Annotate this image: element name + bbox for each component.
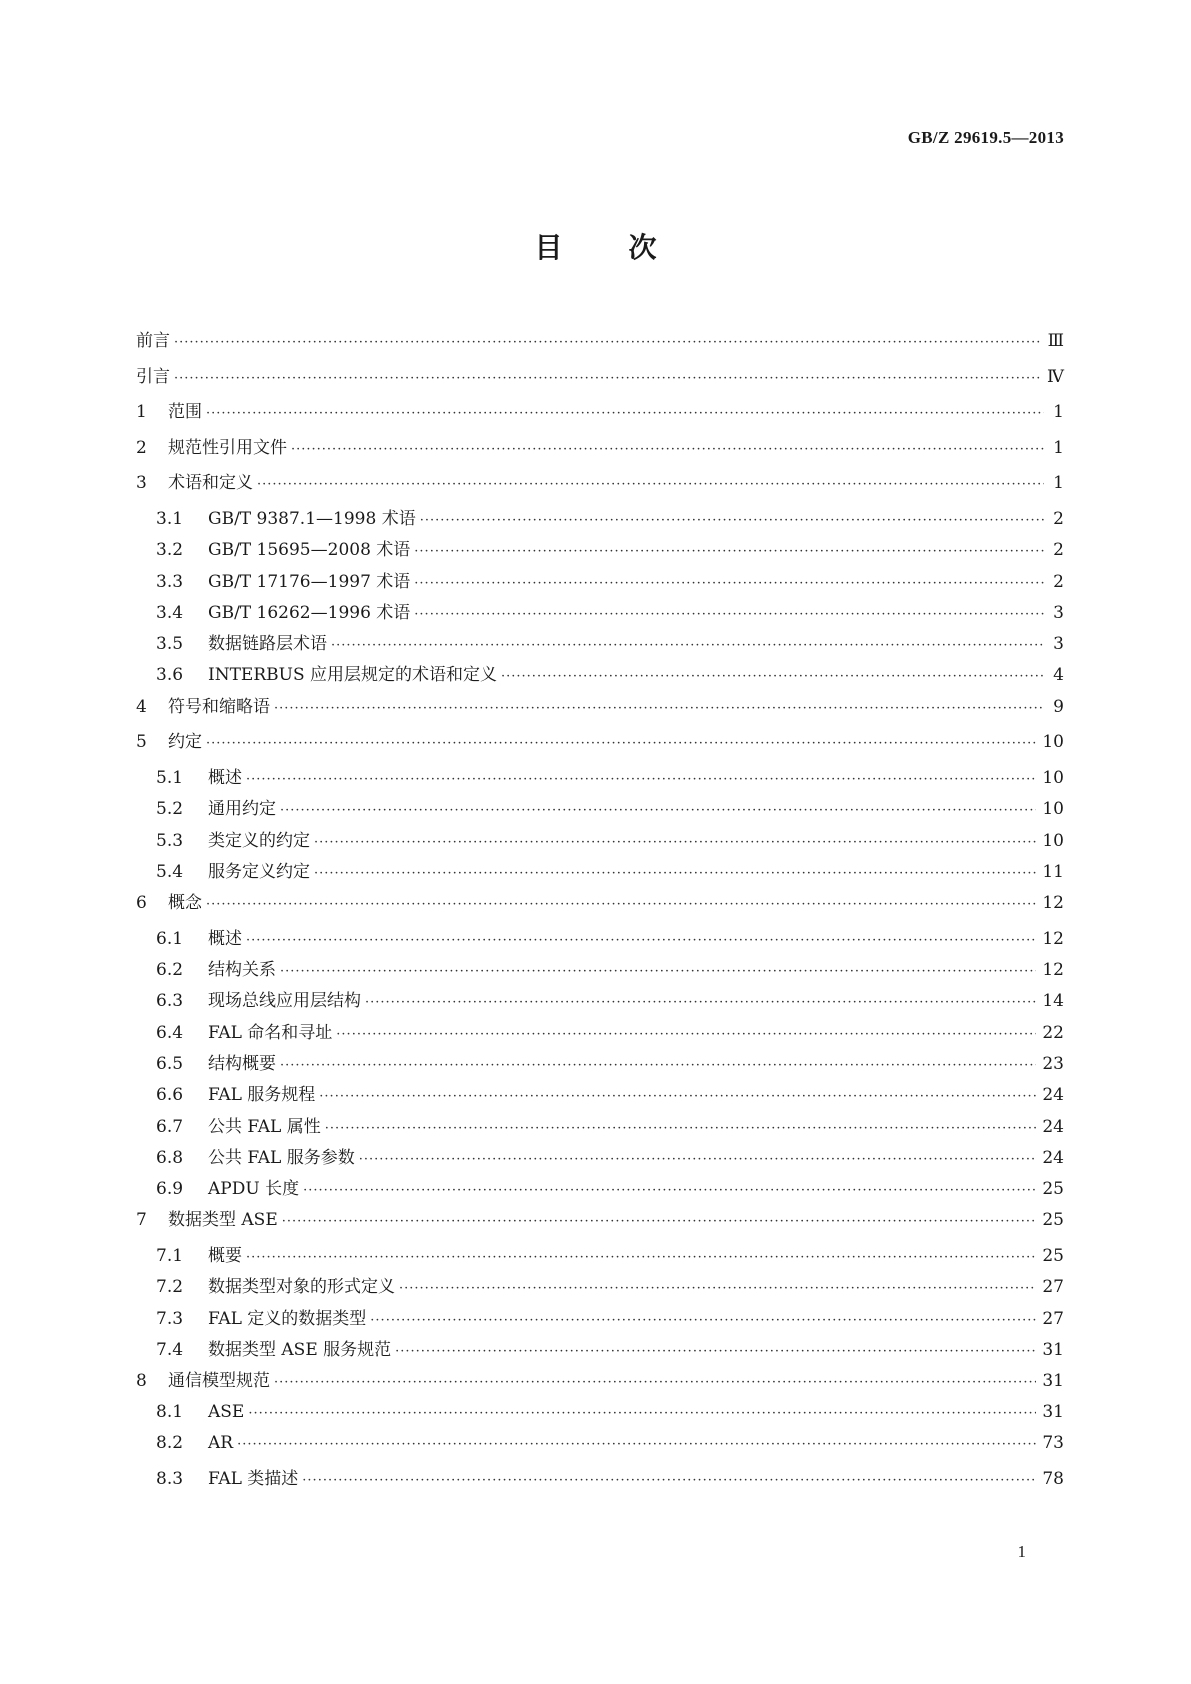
toc-entry-page: 24 — [1042, 1147, 1064, 1168]
toc-entry-label: FAL 命名和寻址 — [208, 1022, 333, 1043]
toc-entry[interactable] — [136, 924, 1064, 955]
toc-leader-dots — [246, 1250, 1036, 1265]
toc-entry-page: 78 — [1042, 1469, 1064, 1490]
toc-leader-dots — [274, 1375, 1036, 1390]
toc-entry-page: 10 — [1042, 732, 1064, 753]
toc-entry[interactable] — [136, 1272, 1064, 1303]
toc-entry-page: 2 — [1053, 571, 1064, 592]
toc-leader-dots — [257, 477, 1044, 492]
toc-leader-dots — [174, 371, 1041, 386]
toc-leader-dots — [314, 866, 1036, 881]
toc-entry-number: 5.1 — [156, 767, 184, 788]
toc-leader-dots — [319, 1089, 1036, 1104]
toc-leader-dots — [246, 933, 1036, 948]
toc-entry-page: 3 — [1053, 602, 1064, 623]
toc-entry-label: 符号和缩略语 — [168, 696, 270, 717]
toc-entry-number: 7.4 — [156, 1339, 184, 1360]
toc-entry-label: ASE — [208, 1401, 245, 1422]
toc-leader-dots — [420, 513, 1044, 528]
toc-entry-page: 4 — [1053, 665, 1064, 686]
toc-entry[interactable] — [136, 1205, 1064, 1241]
toc-leader-dots — [246, 772, 1036, 787]
toc-leader-dots — [174, 335, 1042, 350]
toc-leader-dots — [206, 406, 1044, 421]
toc-entry-page: 31 — [1042, 1339, 1064, 1360]
page-title — [0, 226, 1191, 266]
toc-entry[interactable] — [136, 1018, 1064, 1049]
toc-leader-dots — [399, 1281, 1036, 1296]
toc-leader-dots — [282, 1214, 1037, 1229]
toc-entry-number: 3.6 — [156, 665, 184, 686]
toc-entry-page: 25 — [1042, 1245, 1064, 1266]
toc-entry-number: 2 — [136, 437, 147, 458]
toc-entry-page: 2 — [1053, 508, 1064, 529]
toc-entry-number: 3.2 — [156, 540, 184, 561]
toc-entry[interactable] — [136, 1080, 1064, 1111]
toc-entry-label: 通用约定 — [208, 799, 276, 820]
toc-entry-number: 8.3 — [156, 1469, 184, 1490]
toc-entry[interactable] — [136, 986, 1064, 1017]
toc-leader-dots — [414, 607, 1044, 622]
toc-entry-label: GB/T 16262—1996 术语 — [208, 602, 411, 623]
toc-leader-dots — [331, 638, 1044, 653]
toc-entry[interactable] — [136, 660, 1064, 691]
toc-entry-number: 8.2 — [156, 1433, 184, 1454]
toc-leader-dots — [248, 1406, 1036, 1421]
toc-entry-label: GB/T 15695—2008 术语 — [208, 540, 411, 561]
toc-entry-label: 术语和定义 — [168, 473, 253, 494]
toc-leader-dots — [303, 1183, 1036, 1198]
toc-entry-label: FAL 服务规程 — [208, 1085, 316, 1106]
toc-entry-page: 23 — [1042, 1053, 1064, 1074]
toc-entry-page: 25 — [1042, 1210, 1064, 1231]
toc-entry-page: 27 — [1042, 1277, 1064, 1298]
toc-entry[interactable] — [136, 727, 1064, 763]
toc-entry[interactable] — [136, 1143, 1064, 1174]
toc-entry-label: 概念 — [168, 893, 202, 914]
toc-entry-page: 11 — [1042, 861, 1064, 882]
toc-entry[interactable] — [136, 598, 1064, 629]
toc-entry-number: 3.5 — [156, 634, 184, 655]
toc-entry-page: 1 — [1053, 473, 1064, 494]
table-of-contents — [136, 326, 1064, 1496]
toc-entry-number: 3.4 — [156, 602, 184, 623]
toc-entry-number: 5 — [136, 732, 147, 753]
toc-entry-number: 8 — [136, 1371, 147, 1392]
toc-entry-number: 1 — [136, 402, 147, 423]
toc-entry-label: 通信模型规范 — [168, 1371, 270, 1392]
toc-entry[interactable] — [136, 1241, 1064, 1272]
toc-entry[interactable] — [136, 955, 1064, 986]
toc-entry-page: 10 — [1042, 830, 1064, 851]
toc-entry-label: 概要 — [208, 1245, 242, 1266]
toc-entry[interactable] — [136, 826, 1064, 857]
toc-leader-dots — [314, 835, 1036, 850]
toc-entry-page: Ⅳ — [1047, 366, 1064, 387]
toc-entry-number: 6.5 — [156, 1053, 184, 1074]
toc-leader-dots — [370, 1313, 1036, 1328]
toc-entry[interactable] — [136, 433, 1064, 469]
toc-leader-dots — [302, 1473, 1036, 1488]
toc-entry[interactable] — [136, 362, 1064, 398]
toc-entry-label: 概述 — [208, 767, 242, 788]
toc-entry-number: 6.4 — [156, 1022, 184, 1043]
toc-entry[interactable] — [136, 794, 1064, 825]
toc-leader-dots — [237, 1437, 1036, 1452]
toc-entry[interactable] — [136, 629, 1064, 660]
toc-entry-number: 8.1 — [156, 1401, 184, 1422]
toc-entry-label: 范围 — [168, 402, 202, 423]
toc-entry-page: 10 — [1042, 767, 1064, 788]
toc-entry-number: 6.9 — [156, 1179, 184, 1200]
toc-entry-page: 1 — [1053, 437, 1064, 458]
toc-entry-page: 2 — [1053, 540, 1064, 561]
toc-entry-label: 结构概要 — [208, 1053, 276, 1074]
toc-entry[interactable] — [136, 326, 1064, 362]
toc-entry-label: 数据类型 ASE — [168, 1210, 278, 1231]
toc-leader-dots — [395, 1344, 1036, 1359]
toc-entry[interactable] — [136, 397, 1064, 433]
toc-entry-number: 6 — [136, 893, 147, 914]
toc-entry-label: 约定 — [168, 732, 202, 753]
toc-leader-dots — [280, 803, 1036, 818]
toc-leader-dots — [414, 576, 1044, 591]
toc-entry-page: 22 — [1042, 1022, 1064, 1043]
toc-entry-label: GB/T 17176—1997 术语 — [208, 571, 411, 592]
toc-entry-number: 3.1 — [156, 508, 184, 529]
toc-entry[interactable] — [136, 763, 1064, 794]
toc-entry-number: 7.1 — [156, 1245, 184, 1266]
toc-entry-page: 9 — [1053, 696, 1064, 717]
toc-entry-label: 前言 — [136, 331, 170, 351]
toc-entry-label: GB/T 9387.1—1998 术语 — [208, 508, 416, 529]
toc-entry[interactable] — [136, 1464, 1064, 1495]
toc-entry-page: 27 — [1042, 1308, 1064, 1329]
toc-entry-number: 5.4 — [156, 861, 184, 882]
toc-entry-label: AR — [208, 1433, 234, 1454]
toc-leader-dots — [280, 1058, 1036, 1073]
toc-entry-label: APDU 长度 — [208, 1179, 300, 1200]
toc-entry-label: 现场总线应用层结构 — [208, 991, 361, 1012]
toc-entry[interactable] — [136, 1304, 1064, 1335]
toc-entry-number: 6.8 — [156, 1147, 184, 1168]
toc-entry-page: Ⅲ — [1047, 331, 1064, 351]
toc-entry-label: 结构关系 — [208, 960, 276, 981]
toc-entry-label: 类定义的约定 — [208, 830, 310, 851]
page-number: 1 — [1017, 1542, 1026, 1561]
toc-entry-number: 6.6 — [156, 1085, 184, 1106]
toc-entry[interactable] — [136, 857, 1064, 888]
toc-entry-number: 6.2 — [156, 960, 184, 981]
toc-entry-page: 31 — [1042, 1371, 1064, 1392]
toc-entry-label: 数据链路层术语 — [208, 634, 327, 655]
toc-entry[interactable] — [136, 1335, 1064, 1366]
toc-entry-page: 31 — [1042, 1401, 1064, 1422]
toc-leader-dots — [325, 1121, 1037, 1136]
toc-leader-dots — [501, 669, 1044, 684]
toc-entry-label: 公共 FAL 属性 — [208, 1116, 321, 1137]
toc-leader-dots — [274, 701, 1044, 716]
toc-entry-page: 3 — [1053, 634, 1064, 655]
toc-entry-label: 服务定义约定 — [208, 861, 310, 882]
toc-entry-page: 12 — [1042, 893, 1064, 914]
toc-entry[interactable] — [136, 888, 1064, 924]
toc-entry-page: 1 — [1053, 402, 1064, 423]
toc-entry-label: 数据类型对象的形式定义 — [208, 1277, 395, 1298]
toc-entry-label: 公共 FAL 服务参数 — [208, 1147, 355, 1168]
toc-leader-dots — [280, 964, 1036, 979]
toc-entry-page: 73 — [1042, 1433, 1064, 1454]
toc-entry-label: 引言 — [136, 366, 170, 387]
toc-leader-dots — [206, 897, 1036, 912]
toc-leader-dots — [414, 544, 1044, 559]
toc-entry-number: 7.2 — [156, 1277, 184, 1298]
standard-code: GB/Z 29619.5—2013 — [907, 128, 1064, 147]
toc-leader-dots — [359, 1152, 1037, 1167]
toc-leader-dots — [291, 442, 1044, 457]
toc-entry[interactable] — [136, 692, 1064, 728]
toc-entry-number: 7.3 — [156, 1308, 184, 1329]
toc-entry-page: 14 — [1042, 991, 1064, 1012]
toc-entry-page: 24 — [1042, 1085, 1064, 1106]
toc-leader-dots — [206, 736, 1036, 751]
toc-entry-number: 5.2 — [156, 799, 184, 820]
toc-entry-number: 6.3 — [156, 991, 184, 1012]
title-char-1: 目 — [534, 231, 563, 264]
toc-entry-page: 12 — [1042, 928, 1064, 949]
toc-entry[interactable] — [136, 1433, 1064, 1464]
toc-entry-label: INTERBUS 应用层规定的术语和定义 — [208, 665, 498, 686]
toc-entry-page: 12 — [1042, 960, 1064, 981]
toc-entry-number: 6.1 — [156, 928, 184, 949]
toc-entry-label: 概述 — [208, 928, 242, 949]
toc-entry-page: 10 — [1042, 799, 1064, 820]
toc-entry[interactable] — [136, 1366, 1064, 1402]
toc-entry-label: 规范性引用文件 — [168, 437, 287, 458]
toc-entry-number: 6.7 — [156, 1116, 184, 1137]
toc-entry-number: 4 — [136, 696, 147, 717]
toc-entry-label: 数据类型 ASE 服务规范 — [208, 1339, 392, 1360]
toc-entry[interactable] — [136, 1112, 1064, 1143]
toc-entry[interactable] — [136, 1402, 1064, 1433]
toc-entry-number: 3 — [136, 473, 147, 494]
toc-entry-label: FAL 类描述 — [208, 1469, 299, 1490]
title-char-2: 次 — [628, 231, 657, 264]
toc-entry[interactable] — [136, 504, 1064, 535]
toc-entry-number: 7 — [136, 1210, 147, 1231]
toc-entry-label: FAL 定义的数据类型 — [208, 1308, 367, 1329]
toc-leader-dots — [336, 1027, 1036, 1042]
toc-entry-page: 24 — [1042, 1116, 1064, 1137]
toc-entry[interactable] — [136, 567, 1064, 598]
toc-leader-dots — [365, 995, 1036, 1010]
toc-entry[interactable] — [136, 468, 1064, 504]
toc-entry-page: 25 — [1042, 1179, 1064, 1200]
toc-entry[interactable] — [136, 1049, 1064, 1080]
toc-entry-number: 3.3 — [156, 571, 184, 592]
toc-entry-number: 5.3 — [156, 830, 184, 851]
toc-entry[interactable] — [136, 1174, 1064, 1205]
toc-entry[interactable] — [136, 535, 1064, 566]
